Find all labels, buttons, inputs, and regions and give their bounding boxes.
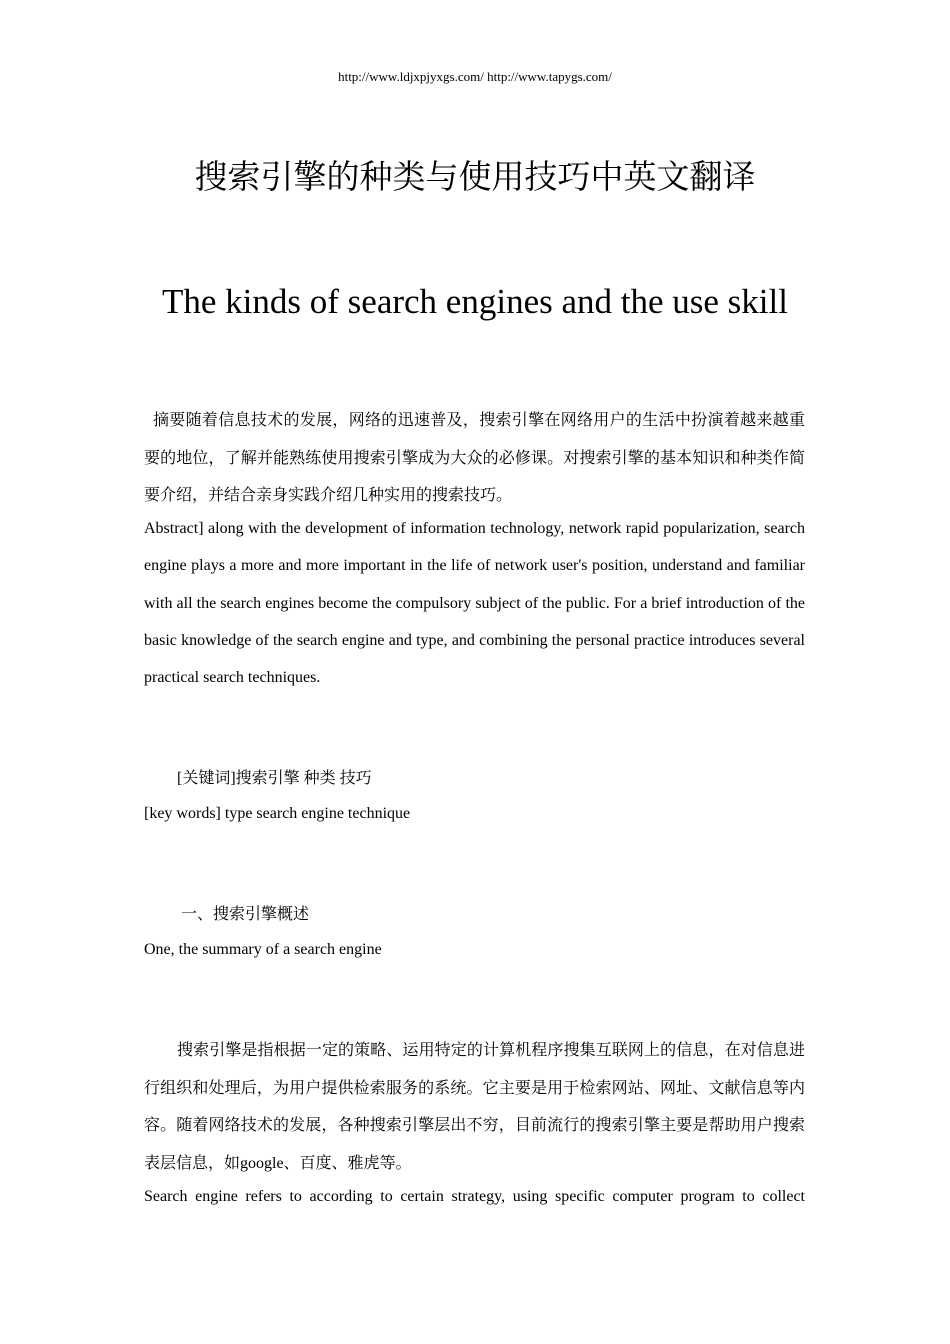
section-body-english: Search engine refers to according to certain strategy, using specific computer program to collect [144, 1188, 805, 1205]
english-title: The kinds of search engines and the use skill [162, 282, 788, 321]
header-url-line: http://www.ldjxpjyxgs.com/ http://www.tapygs.com/ [338, 69, 612, 84]
section-heading-chinese: 一、搜索引擎概述 [181, 906, 310, 923]
section-body-chinese: 搜索引擎是指根据一定的策略、运用特定的计算机程序搜集互联网上的信息，在对信息进行组织和处理后，为用户提供检索服务的系统。它主要是用于检索网站、网址、文献信息等内容。随着网络技术的发展，各种搜索引擎层出不穷，目前流行的搜索引擎主要是帮助用户搜索表层信息，如google、百度、雅虎等。 [144, 1042, 805, 1172]
abstract-english: Abstract] along with the development of information technology, network rapid popularization, search engine plays a more and more important in the life of network user's position, understand and familiar with all the search engines become the compulsory subject of the public. For a brief introduction of the basic knowledge of the search engine and type, and combining the personal practice introduces several practical search techniques. [144, 520, 805, 687]
abstract-chinese: 摘要随着信息技术的发展，网络的迅速普及，搜索引擎在网络用户的生活中扮演着越来越重要的地位，了解并能熟练使用搜索引擎成为大众的必修课。对搜索引擎的基本知识和种类作简要介绍，并结合亲身实践介绍几种实用的搜索技巧。 [144, 412, 805, 504]
keywords-chinese: [关键词]搜索引擎 种类 技巧 [177, 770, 372, 787]
chinese-title: 搜索引擎的种类与使用技巧中英文翻译 [194, 157, 756, 196]
section-heading-english: One, the summary of a search engine [144, 941, 382, 958]
keywords-english: [key words] type search engine technique [144, 805, 411, 822]
